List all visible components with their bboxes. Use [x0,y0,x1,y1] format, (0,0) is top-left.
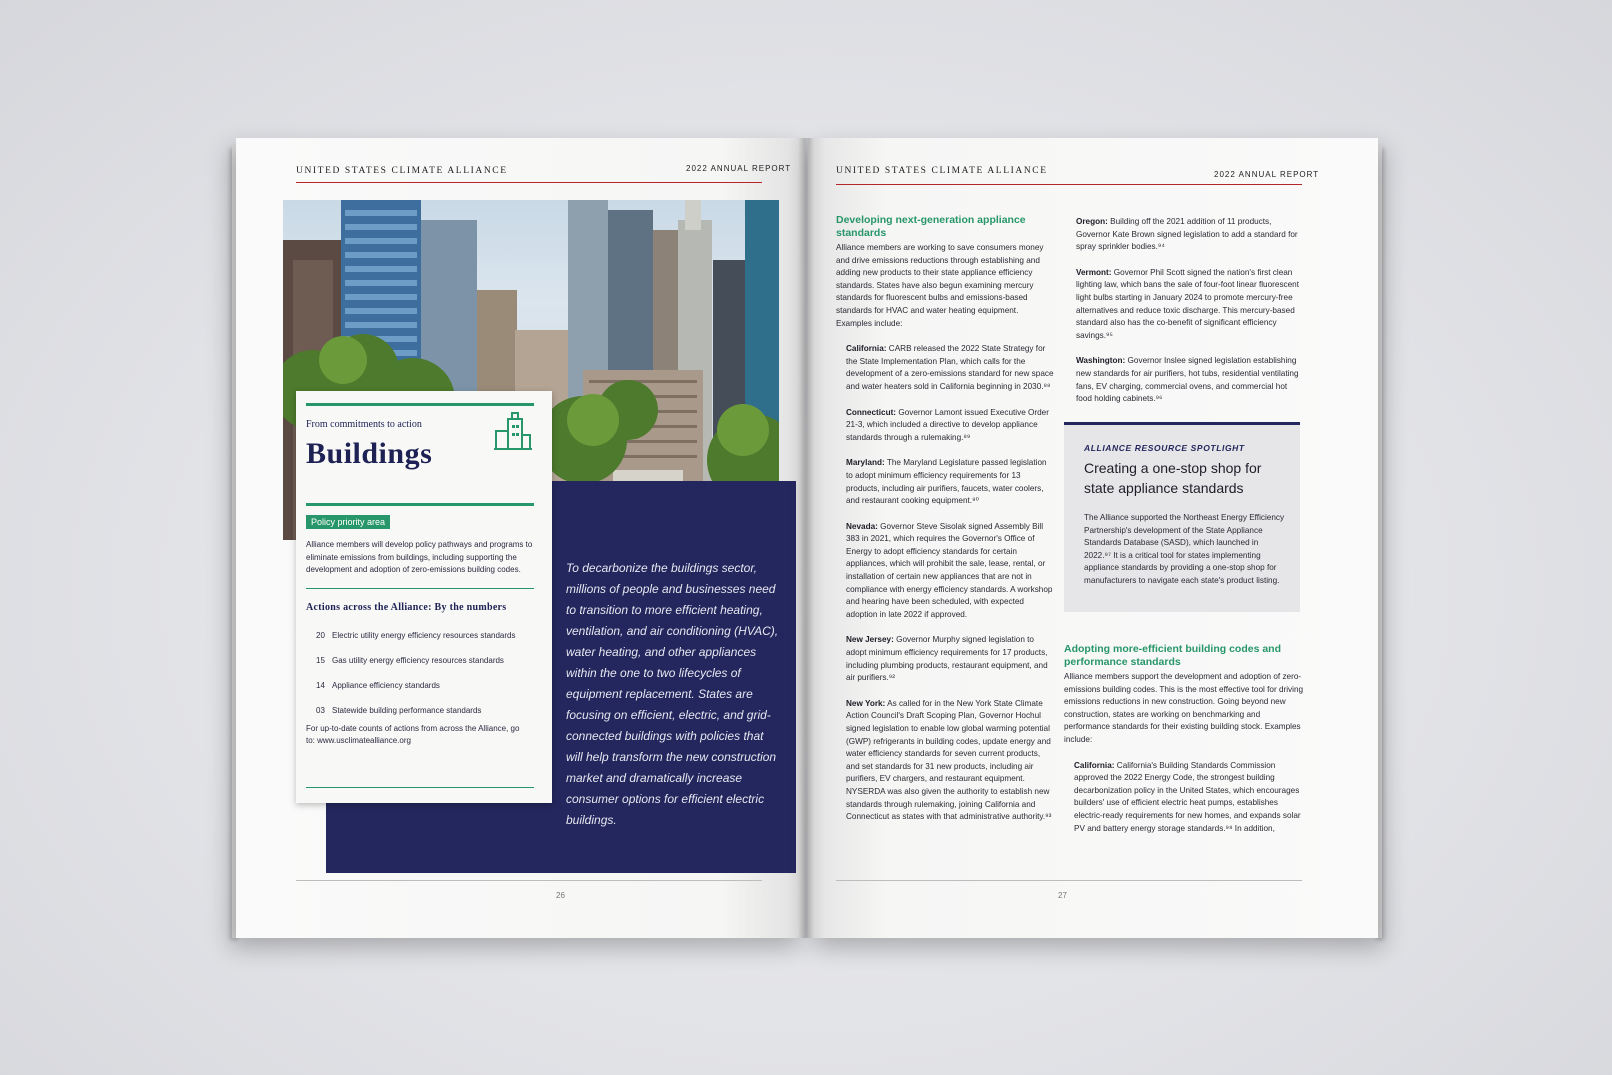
stat-item: 15 Gas utility energy efficiency resources standards [316,656,504,665]
card-divider [306,588,534,589]
resource-spotlight [1064,424,1300,612]
state-item: California: California's Building Standards Commission approved the 2022 Energy Code, the strongest building decarbonization policy in the United States, which encourages builders' use of efficient electric heat pumps, establishes electric-ready requirements for new homes, and expands solar PV and battery energy storage standards.⁹⁸ In addition, [1074,760,1301,833]
page-number: 27 [1058,891,1067,900]
state-item: New York: As called for in the New York State Climate Action Council's Draft Scoping Plan, Governor Hochul signed legislation to enable low global warming potential (GWP) refrigerants in building codes, update energy and water efficiency standards for seven current products, and set standards for 31 new products, including air purifiers, EV chargers, and restaurant equipment. NYSERDA was also given the authority to establish new standards through rulemaking, joining California and Connecticut as states with that administrative authority.⁹³ [846,698,1052,822]
footer-rule [836,880,1302,881]
header-rule [836,184,1302,185]
header-report: 2022 ANNUAL REPORT [1214,170,1320,179]
section-two [1064,643,1304,848]
stat-item: 20 Electric utility energy efficiency resources standards [316,631,516,640]
card-mid-rule [306,503,534,506]
section-intro: Alliance members are working to save consumers money and drive emissions reductions through establishing and adding new products to their state appliance efficiency standards. States have also begun examining mercury standards for fluorescent bulbs and emissions-based standards for HVAC and water heating equipment. Examples include: [836,243,1044,328]
page-number: 26 [556,891,565,900]
left-page [236,138,805,938]
book-gutter [798,138,814,938]
spotlight-kicker: ALLIANCE RESOURCE SPOTLIGHT [1084,443,1245,453]
policy-badge: Policy priority area [306,515,390,529]
buildings-icon [492,409,534,451]
footer-rule [296,880,762,881]
stat-item: 03 Statewide building performance standards [316,706,482,715]
section-heading: Developing next-generation appliance standards [836,214,1026,239]
stat-item: 14 Appliance efficiency standards [316,681,440,690]
intro-card [296,391,552,803]
column-right [1076,216,1302,419]
state-item: California: CARB released the 2022 State Strategy for the State Implementation Plan, which calls for the development of a zero-emissions standard for new space and water heaters sold in California beginning in 2030.⁸⁸ [846,344,1054,391]
card-title: Buildings [306,437,433,470]
stats-heading: Actions across the Alliance: By the numbers [306,602,507,613]
card-body: Alliance members will develop policy pathways and programs to eliminate emissions from buildings, including supporting the development and adoption of zero-emissions building codes. [306,540,533,574]
header-report: 2022 ANNUAL REPORT [686,164,792,173]
spotlight-rule [1064,422,1300,425]
right-page [808,138,1378,938]
state-item: New Jersey: Governor Murphy signed legislation to adopt minimum efficiency requirements for 17 products, including plumbing products, restaurant equipment, and air purifiers.⁹² [846,635,1048,683]
header-org: UNITED STATES CLIMATE ALLIANCE [836,166,1048,176]
state-item: Washington: Governor Inslee signed legislation establishing new standards for air purifiers, hot tubs, residential ventilating fans, EV charging, commercial ovens, and commercial hot food holding cabinets.⁹⁶ [1076,356,1299,404]
card-top-rule [306,403,534,406]
card-bottom-rule [306,787,534,788]
header-rule [296,182,762,183]
state-item: Nevada: Governor Steve Sisolak signed Assembly Bill 383 in 2021, which requires the Governor's Office of Energy to adopt efficiency standards for certain appliances, which will prohibit the sale, lease, rental, or installation of certain new appliances that are not in compliance with energy efficiency standards. A workshop and hearing have been scheduled, with expected adoption in late 2022 if approved. [846,521,1053,619]
state-item: Connecticut: Governor Lamont issued Executive Order 21-3, which included a directive to develop appliance standards through a rulemaking.⁸⁹ [846,407,1049,442]
card-kicker: From commitments to action [306,419,422,430]
spotlight-title: Creating a one-stop shop for state appliance standards [1084,460,1262,496]
pull-quote: To decarbonize the buildings sector, millions of people and businesses need to transition to more efficient heating, ventilation, and air conditioning (HVAC), water heating, and other appliances within the one to two lifecycles of equipment replacement. States are focusing on efficient, electric, and grid-connected buildings with policies that will help transform the new construction market and dramatically increase consumer options for efficient electric buildings. [566,561,779,827]
spotlight-body: The Alliance supported the Northeast Energy Efficiency Partnership's development of the State Appliance Standards Database (SASD), which launched in 2022.⁹⁷ It is a critical tool for states implementing appliance standards by providing a one-stop shop for manufacturers to navigate each state's product listing. [1084,513,1285,585]
state-item: Oregon: Building off the 2021 addition of 11 products, Governor Kate Brown signed legislation to add a standard for spray sprinkler bodies.⁹⁴ [1076,217,1298,252]
section-intro: Alliance members support the development and adoption of zero-emissions building codes. This is the most effective tool for driving emissions reductions in new construction. Going beyond new construction, states are working on benchmarking and performance standards for their existing building stock. Examples include: [1064,672,1304,744]
state-item: Vermont: Governor Phil Scott signed the nation's first clean lighting law, which bans the sale of four-foot linear fluorescent light bulbs starting in January 2024 to promote mercury-free alternatives and reduce toxic discharge. This mercury-based standard also has the co-benefit of significant efficiency savings.⁹⁵ [1076,267,1300,340]
section-heading: Adopting more-efficient building codes and performance standards [1064,643,1281,668]
card-footer: For up-to-date counts of actions from across the Alliance, go to: www.usclimatealliance.org [306,724,520,745]
header-org: UNITED STATES CLIMATE ALLIANCE [296,166,508,176]
state-item: Maryland: The Maryland Legislature passed legislation to adopt minimum efficiency requirements for 13 products, including air purifiers, faucets, water coolers, and restaurant cooking equipment.⁹⁰ [846,458,1047,506]
column-left [836,214,1054,837]
